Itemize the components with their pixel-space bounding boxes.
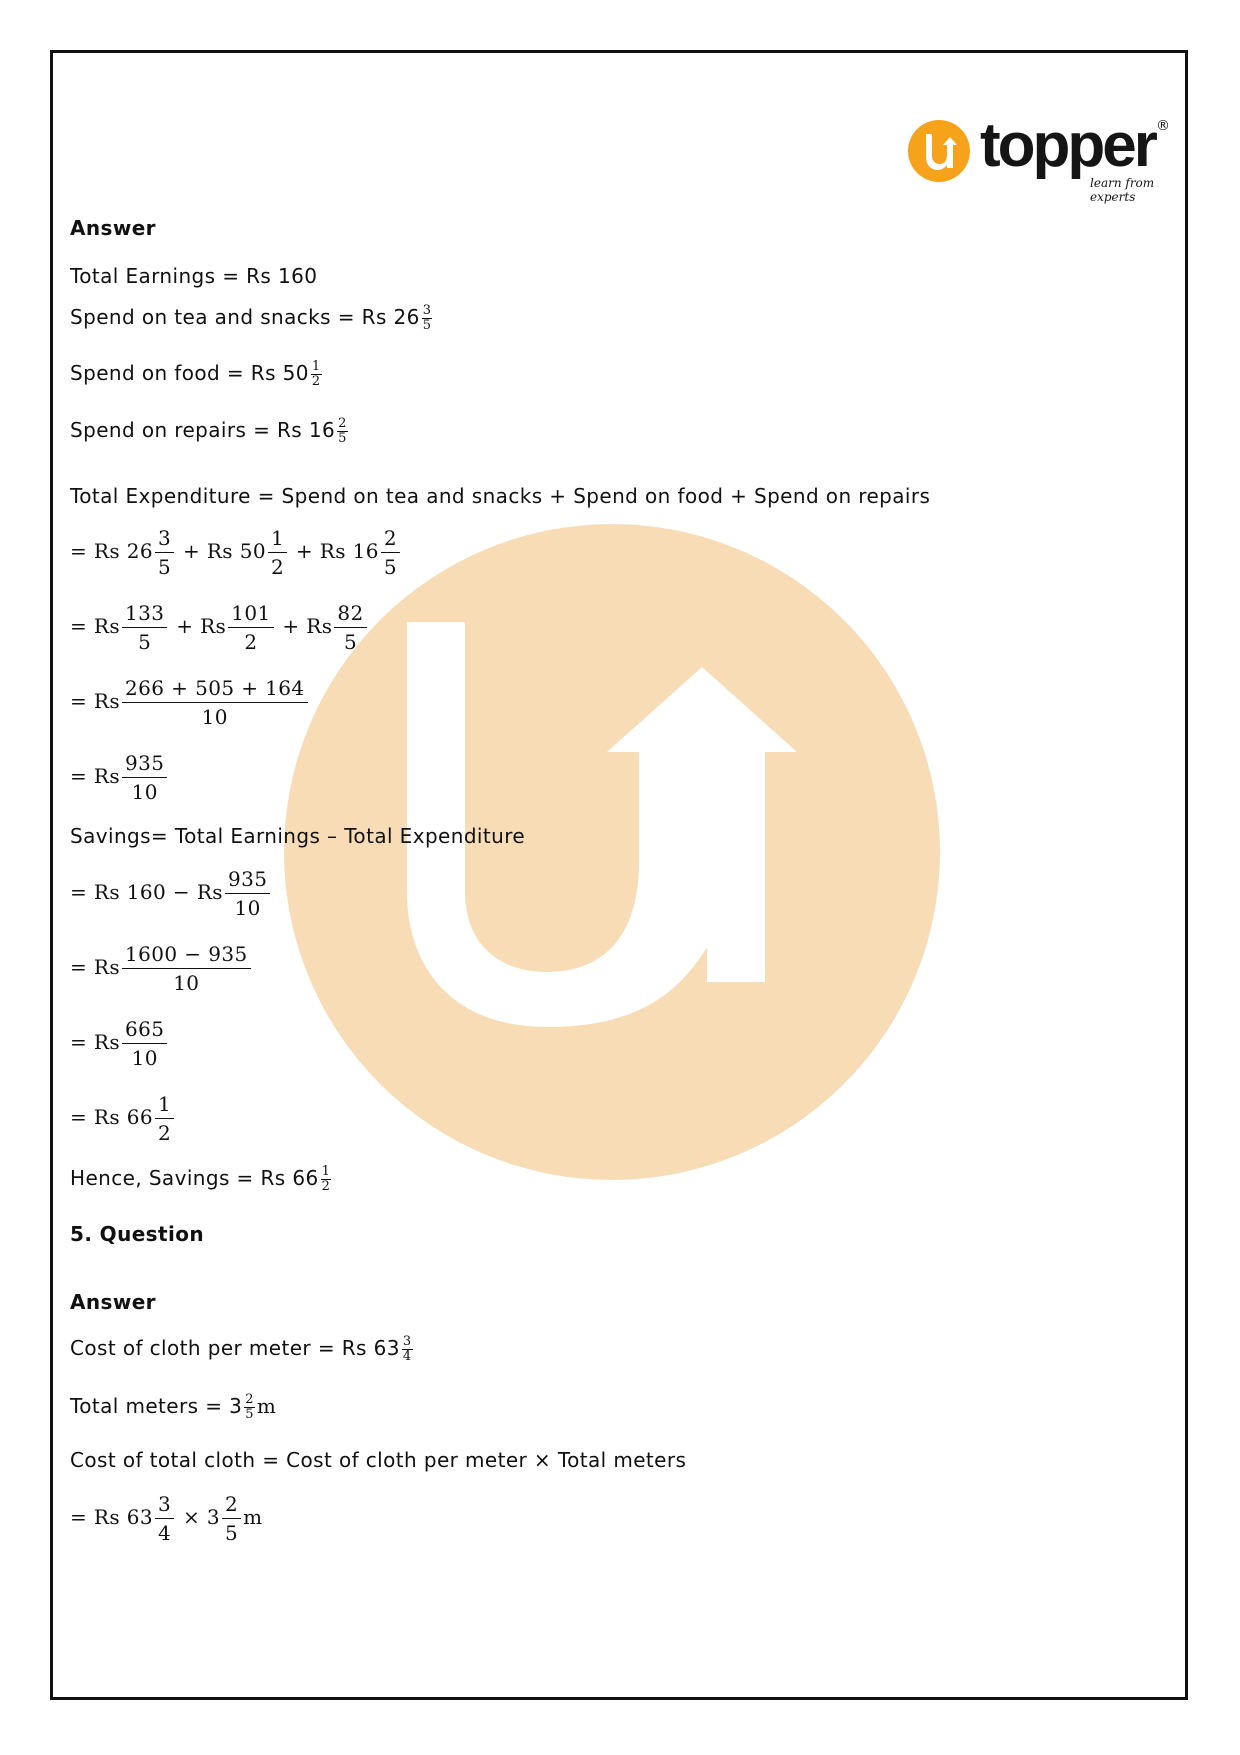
answer-heading: Answer [70,216,156,240]
fraction [155,524,174,581]
savings-result-label: Hence, Savings = Rs 66 [70,1166,319,1190]
denominator: 5 [245,1407,254,1422]
total-meters [70,1393,276,1422]
fraction [311,360,322,389]
denominator: 2 [321,1179,331,1194]
spend-food-label: Spend on food = Rs 50 [70,361,309,385]
fraction [228,599,273,656]
fraction [155,1490,174,1547]
brand-tagline: learn from experts [1090,176,1155,204]
registered-mark: ® [1156,118,1170,134]
brand-watermark-icon [272,512,952,1192]
denominator: 10 [201,705,228,729]
unit: m [256,1394,277,1418]
term: = Rs [70,1030,121,1054]
fraction [122,940,251,997]
term: = Rs 160 − Rs [70,880,223,904]
calc-step-3 [70,674,310,731]
term: + Rs 16 [295,539,379,563]
fraction [122,674,307,731]
term: + Rs [282,614,333,638]
numerator: 3 [155,1490,174,1519]
cloth-cost-per-meter [70,1335,415,1364]
numerator: 935 [122,749,167,778]
denominator: 5 [224,1521,239,1545]
numerator: 2 [381,524,400,553]
denominator: 4 [402,1349,412,1364]
denominator: 10 [173,971,200,995]
denominator: 5 [338,431,347,446]
fraction [222,1490,241,1547]
denominator: 2 [311,374,321,389]
numerator: 101 [228,599,273,628]
calc-step-2 [70,599,369,656]
term: + Rs [176,614,227,638]
total-cloth-formula: Cost of total cloth = Cost of cloth per meter × Total meters [70,1448,687,1472]
spend-food [70,360,324,389]
fraction [122,749,167,806]
cloth-cost-label: Cost of cloth per meter = Rs 63 [70,1336,400,1360]
unit: m [243,1505,263,1529]
term: + Rs 50 [182,539,266,563]
numerator: 3 [155,524,174,553]
fraction [422,304,433,333]
answer-heading-2: Answer [70,1290,156,1314]
total-expenditure-formula: Total Expenditure = Spend on tea and snacks + Spend on food + Spend on repairs [70,484,931,508]
fraction [225,865,270,922]
term: = Rs [70,955,121,979]
denominator: 4 [158,1521,172,1545]
denominator: 5 [383,555,398,579]
fraction [122,1015,167,1072]
calc-step-1 [70,524,402,581]
spend-tea [70,304,434,333]
cloth-calc-step-1 [70,1490,262,1547]
term: = Rs 63 [70,1505,154,1529]
numerator: 2 [245,1392,254,1407]
denominator: 2 [244,630,258,654]
numerator: 3 [422,303,432,318]
denominator: 5 [138,630,152,654]
term: = Rs 26 [70,539,154,563]
denominator: 2 [158,1121,172,1145]
calc-step-8 [70,1090,176,1147]
term: = Rs [70,689,121,713]
numerator: 665 [122,1015,167,1044]
numerator: 2 [222,1490,241,1519]
calc-step-6 [70,940,253,997]
denominator: 10 [234,896,261,920]
numerator: 1 [155,1090,174,1119]
numerator: 1600 − 935 [122,940,251,969]
term: = Rs [70,764,121,788]
spend-repairs-label: Spend on repairs = Rs 16 [70,418,336,442]
total-meters-label: Total meters = 3 [70,1394,243,1418]
numerator: 935 [225,865,270,894]
numerator: 266 + 505 + 164 [122,674,307,703]
savings-formula: Savings= Total Earnings – Total Expenditure [70,824,526,848]
denominator: 5 [343,630,358,654]
denominator: 10 [131,1046,158,1070]
fraction [268,524,287,581]
fraction [321,1165,332,1194]
brand-logo [906,111,1174,204]
savings-result [70,1165,333,1194]
term: = Rs [70,614,121,638]
denominator: 2 [270,555,285,579]
question-heading: 5. Question [70,1222,204,1246]
numerator: 3 [402,1334,412,1349]
calc-step-4 [70,749,169,806]
denominator: 5 [422,318,432,333]
total-earnings: Total Earnings = Rs 160 [70,264,318,288]
numerator: 1 [268,524,287,553]
calc-step-7 [70,1015,169,1072]
numerator: 82 [334,599,366,628]
calc-step-5 [70,865,272,922]
term: = Rs 66 [70,1105,154,1129]
spend-repairs [70,417,350,446]
fraction [381,524,400,581]
fraction [155,1090,174,1147]
spend-tea-label: Spend on tea and snacks = Rs 26 [70,305,420,329]
fraction [402,1335,413,1364]
fraction [244,1393,255,1422]
denominator: 10 [131,780,158,804]
fraction [334,599,366,656]
term: × 3 [182,1505,220,1529]
brand-name: topper [980,111,1155,180]
denominator: 5 [158,555,172,579]
brand-logo-icon [906,118,972,184]
numerator: 2 [338,416,347,431]
numerator: 1 [311,359,321,374]
numerator: 133 [122,599,167,628]
fraction [337,417,348,446]
fraction [122,599,167,656]
numerator: 1 [321,1164,331,1179]
